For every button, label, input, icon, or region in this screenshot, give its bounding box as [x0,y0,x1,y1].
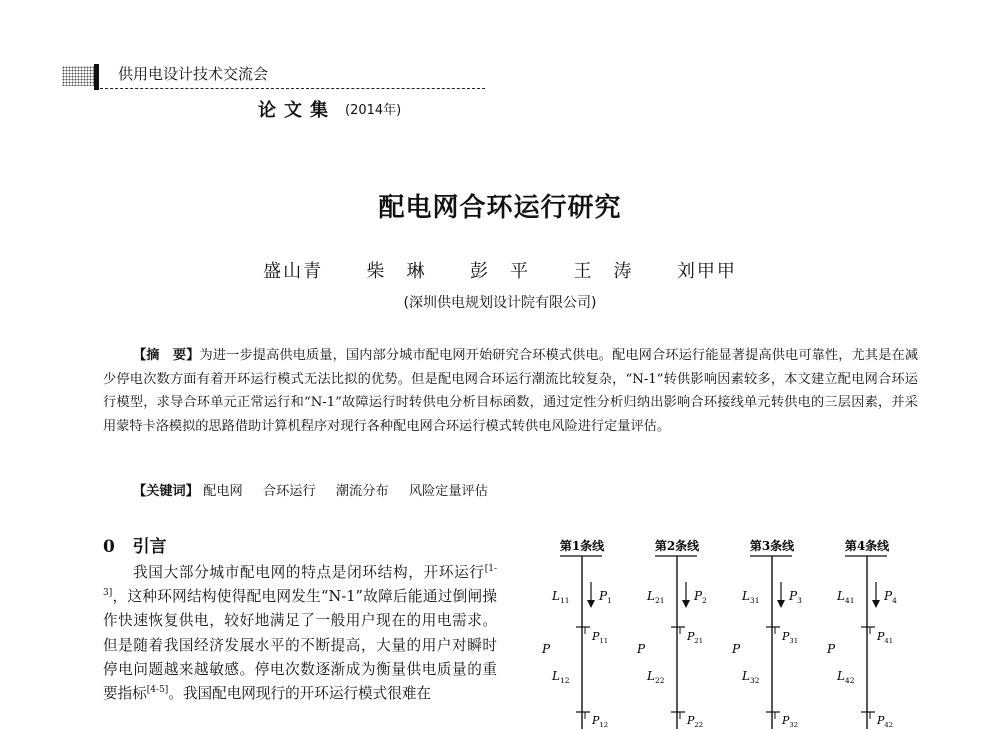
keyword: 合环运行 [262,484,316,499]
diagram-label: $L_{21}$ [647,589,665,605]
line-title: 第4条线 [844,539,890,553]
section-number: 0 [103,537,115,557]
line-title: 第1条线 [559,539,605,553]
diagram-label: $L_{12}$ [552,669,570,685]
author: 彭 平 [470,261,530,282]
diagram-label: P [637,642,646,656]
conference-name: 供用电设计技术交流会 [118,65,269,83]
author: 刘甲甲 [676,261,737,282]
affiliation: (深圳供电规划设计院有限公司) [403,295,597,311]
diagram-label: $P_{42}$ [877,714,894,729]
diagram-label: $L_{22}$ [647,669,665,685]
body-text-run: 我国大部分城市配电网的特点是闭环结构，开环运行 [133,564,485,581]
diagram-label: P [542,642,551,656]
diagram-label: $P_{31}$ [782,630,799,645]
power-arrow-head [777,600,785,608]
diagram-label: $P_3$ [789,589,802,605]
diagram-label: $P_{12}$ [592,714,609,729]
section-heading [103,532,167,557]
keyword: 风险定量评估 [408,484,488,499]
author: 王 涛 [573,261,634,282]
section-title: 引言 [132,537,167,557]
diagram-label: $L_{41}$ [837,589,855,605]
line-title: 第2条线 [654,539,700,553]
diagram-label: P [732,642,741,656]
keyword: 配电网 [203,484,243,499]
paper-title: 配电网合环运行研究 [378,193,622,223]
power-arrow-head [872,600,880,608]
citation: [4-5] [146,685,169,696]
power-arrow-head [682,600,690,608]
diagram-label: $P_4$ [884,589,897,605]
header-rule [100,88,485,89]
abstract-text: 为进一步提高供电质量，国内部分城市配电网开始研究合环模式供电。配电网合环运行能显著提高供电可靠性，尤其是在减少停电次数方面有着开环运行模式无法比拟的优势。但是配电网合环运行潮流比较复杂，“N-1”转供影响因素较多，本文建立配电网合环运行模型，求导合环单元正常运行和“N-1”故障运行时转供电分析目标函数，通过定性分析归纳出影响合环接线单元转供电的三层因素，并采用蒙特卡洛模拟的思路借助计算机程序对现行各种配电网合环运行模式转供电风险进行定量评估。 [103,348,919,434]
author: 盛山青 [263,261,324,282]
citation: [1-3] [103,564,497,599]
keywords [133,480,504,499]
proceedings-year: (2014年) [345,103,402,118]
diagram-label: $L_{42}$ [837,669,855,685]
diagram-label: $P_2$ [694,589,707,605]
abstract [103,344,918,438]
body-text-run: ，这种环网结构使得配电网发生“N-1”故障后能通过倒闸操作快速恢复供电，较好地满足了一般用户现在的用电需求。但是随着我国经济发展水平的不断提高，大量的用户对瞬时停电问题越来越敏感。停电次数逐渐成为衡量供电质量的重要指标 [103,588,497,703]
diagram-label: $P_1$ [599,589,612,605]
body-paragraph [103,561,497,729]
diagram-label: $L_{11}$ [552,589,570,605]
feeder-diagram [540,534,920,729]
diagram-label: $P_{21}$ [687,630,704,645]
keyword: 潮流分布 [335,484,389,499]
abstract-label: 【摘 要】 [133,348,200,363]
header-dot-block [62,66,94,86]
author-list [0,257,1000,283]
diagram-label: P [827,642,836,656]
diagram-label: $L_{32}$ [742,669,760,685]
author: 柴 琳 [366,261,427,282]
header-bar [94,64,99,90]
diagram-label: $P_{32}$ [782,714,799,729]
diagram-label: $P_{41}$ [877,630,894,645]
diagram-label: $L_{31}$ [742,589,760,605]
diagram-label: $P_{11}$ [592,630,609,645]
body-text-run: 。我国配电网现行的开环运行模式很难在 [168,685,432,703]
diagram-label: $P_{22}$ [687,714,704,729]
proceedings-label: 论文集 [258,100,336,121]
keywords-label: 【关键词】 [133,484,199,499]
line-title: 第3条线 [749,539,795,553]
power-arrow-head [587,600,595,608]
